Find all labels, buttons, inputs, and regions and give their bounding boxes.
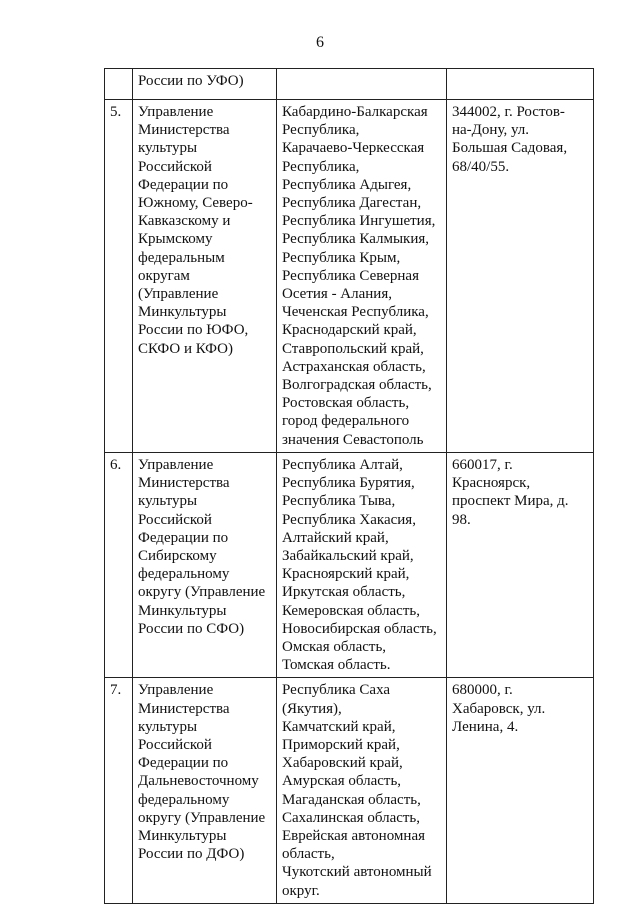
office-address: 680000, г. Хабаровск, ул. Ленина, 4. — [447, 678, 594, 903]
office-name: Управление Министерства культуры Российской Федерации по Сибирскому федеральному округу (Управление Минкультуры России по СФО) — [133, 453, 277, 678]
row-number: 7. — [105, 678, 133, 903]
office-name: России по УФО) — [133, 69, 277, 100]
regions-list: Республика Саха (Якутия), Камчатский край, Приморский край, Хабаровский край, Амурская область, Магаданская область, Сахалинская область, Еврейская автономная область, Чукотский автономный округ. — [277, 678, 447, 903]
page-number: 6 — [316, 34, 324, 51]
office-address: 344002, г. Ростов- на-Дону, ул. Большая Садовая, 68/40/55. — [447, 100, 594, 453]
office-name: Управление Министерства культуры Российской Федерации по Южному, Северо- Кавказскому и Крымскому федеральным округам (Управление Минкультуры России по ЮФО, СКФО и КФО) — [133, 100, 277, 453]
office-address: 660017, г. Красноярск, проспект Мира, д. 98. — [447, 453, 594, 678]
row-number: 6. — [105, 453, 133, 678]
regions-list: Республика Алтай, Республика Бурятия, Республика Тыва, Республика Хакасия, Алтайский край, Забайкальский край, Красноярский край, Иркутская область, Кемеровская область, Новосибирская область, Омская область, Томская область. — [277, 453, 447, 678]
table-row — [105, 678, 594, 903]
table-row — [105, 69, 594, 100]
office-name: Управление Министерства культуры Российской Федерации по Дальневосточному федеральному округу (Управление Минкультуры России по ДФО) — [133, 678, 277, 903]
regions-list: Кабардино-Балкарская Республика, Карачаево-Черкесская Республика, Республика Адыгея, Республика Дагестан, Республика Ингушетия, Республика Калмыкия, Республика Крым, Республика Северная Осетия - Алания, Чеченская Республика, Краснодарский край, Ставропольский край, Астраханская область, Волгоградская область, Ростовская область, город федерального значения Севастополь — [277, 100, 447, 453]
regions-list — [277, 69, 447, 100]
offices-table — [104, 68, 594, 904]
row-number: 5. — [105, 100, 133, 453]
office-address — [447, 69, 594, 100]
table-row — [105, 453, 594, 678]
row-number — [105, 69, 133, 100]
table-row — [105, 100, 594, 453]
